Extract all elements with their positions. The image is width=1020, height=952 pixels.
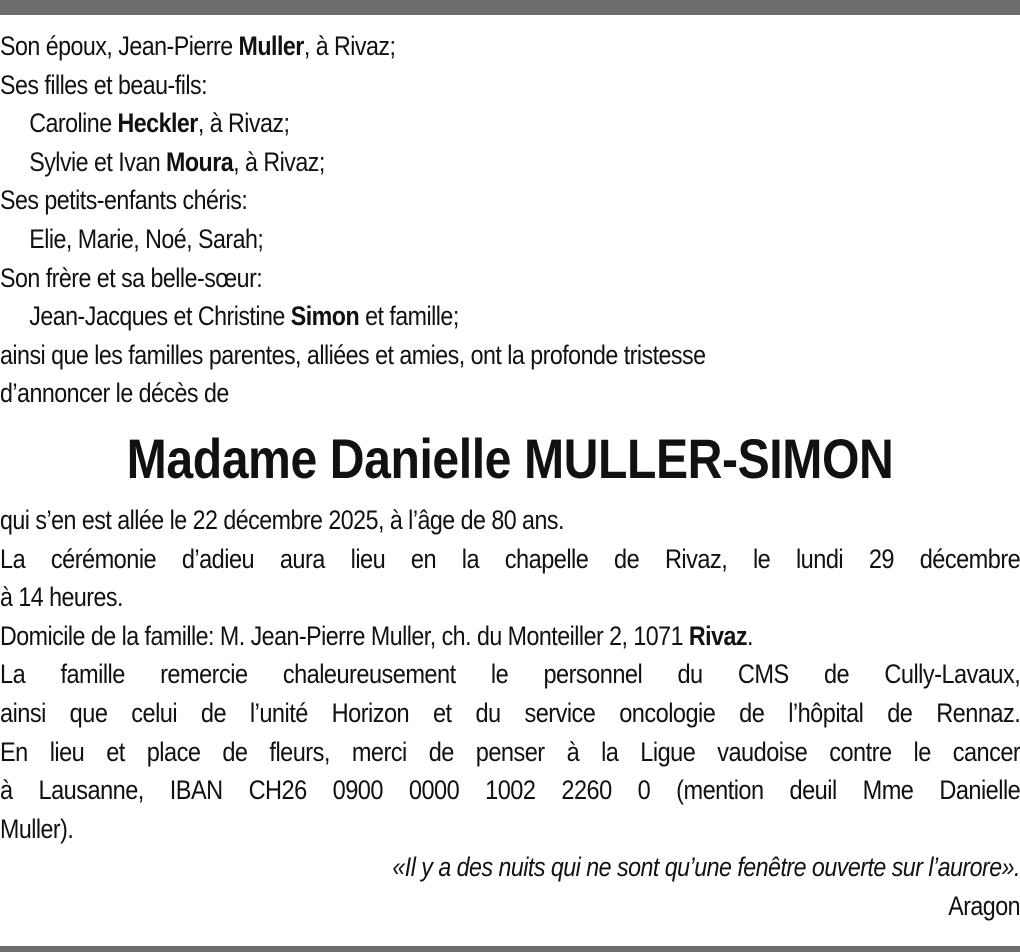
family-line-relatives: ainsi que les familles parentes, alliées et amies, ont la profonde tristesse	[0, 339, 706, 370]
detail-donation-3: Muller).	[0, 813, 74, 844]
detail-donation-1: En lieu et place de fleurs, merci de penser à la Ligue vaudoise contre le cancer	[0, 736, 1020, 767]
detail-ceremony-time: à 14 heures.	[0, 582, 123, 613]
top-border-bar	[0, 0, 1020, 15]
family-line-daughter-1: Caroline Heckler, à Rivaz;	[29, 108, 290, 139]
bottom-border-bar	[0, 946, 1020, 952]
family-line-spouse: Son époux, Jean-Pierre Muller, à Rivaz;	[0, 31, 396, 61]
detail-ceremony: La cérémonie d’adieu aura lieu en la chapelle de Rivaz, le lundi 29 décembre	[0, 543, 1020, 574]
family-line-siblings: Jean-Jacques et Christine Simon et famille;	[29, 301, 459, 332]
closing-quote: «Il y a des nuits qui ne sont qu’une fenêtre ouverte sur l’aurore».	[392, 852, 1020, 883]
family-line-grandchildren-heading: Ses petits-enfants chéris:	[0, 185, 248, 216]
detail-donation-2: à Lausanne, IBAN CH26 0900 0000 1002 2260 0 (mention deuil Mme Danielle	[0, 775, 1020, 806]
detail-death-date: qui s’en est allée le 22 décembre 2025, à l’âge de 80 ans.	[0, 504, 564, 535]
family-line-grandchildren: Elie, Marie, Noé, Sarah;	[29, 223, 264, 254]
quote-author: Aragon	[948, 890, 1020, 921]
family-line-siblings-heading: Son frère et sa belle-sœur:	[0, 262, 263, 293]
deceased-name: Madame Danielle MULLER-SIMON	[126, 426, 894, 490]
detail-family-address: Domicile de la famille: M. Jean-Pierre Muller, ch. du Monteiller 2, 1071 Rivaz.	[0, 620, 753, 651]
detail-thanks-2: ainsi que celui de l’unité Horizon et du service oncologie de l’hôpital de Rennaz.	[0, 697, 1020, 728]
obituary-notice	[0, 27, 1020, 925]
family-line-daughters-heading: Ses filles et beau-fils:	[0, 69, 208, 100]
detail-thanks-1: La famille remercie chaleureusement le personnel du CMS de Cully-Lavaux,	[0, 659, 1020, 690]
family-line-announce: d’annoncer le décès de	[0, 378, 229, 409]
family-line-daughter-2: Sylvie et Ivan Moura, à Rivaz;	[29, 146, 325, 177]
